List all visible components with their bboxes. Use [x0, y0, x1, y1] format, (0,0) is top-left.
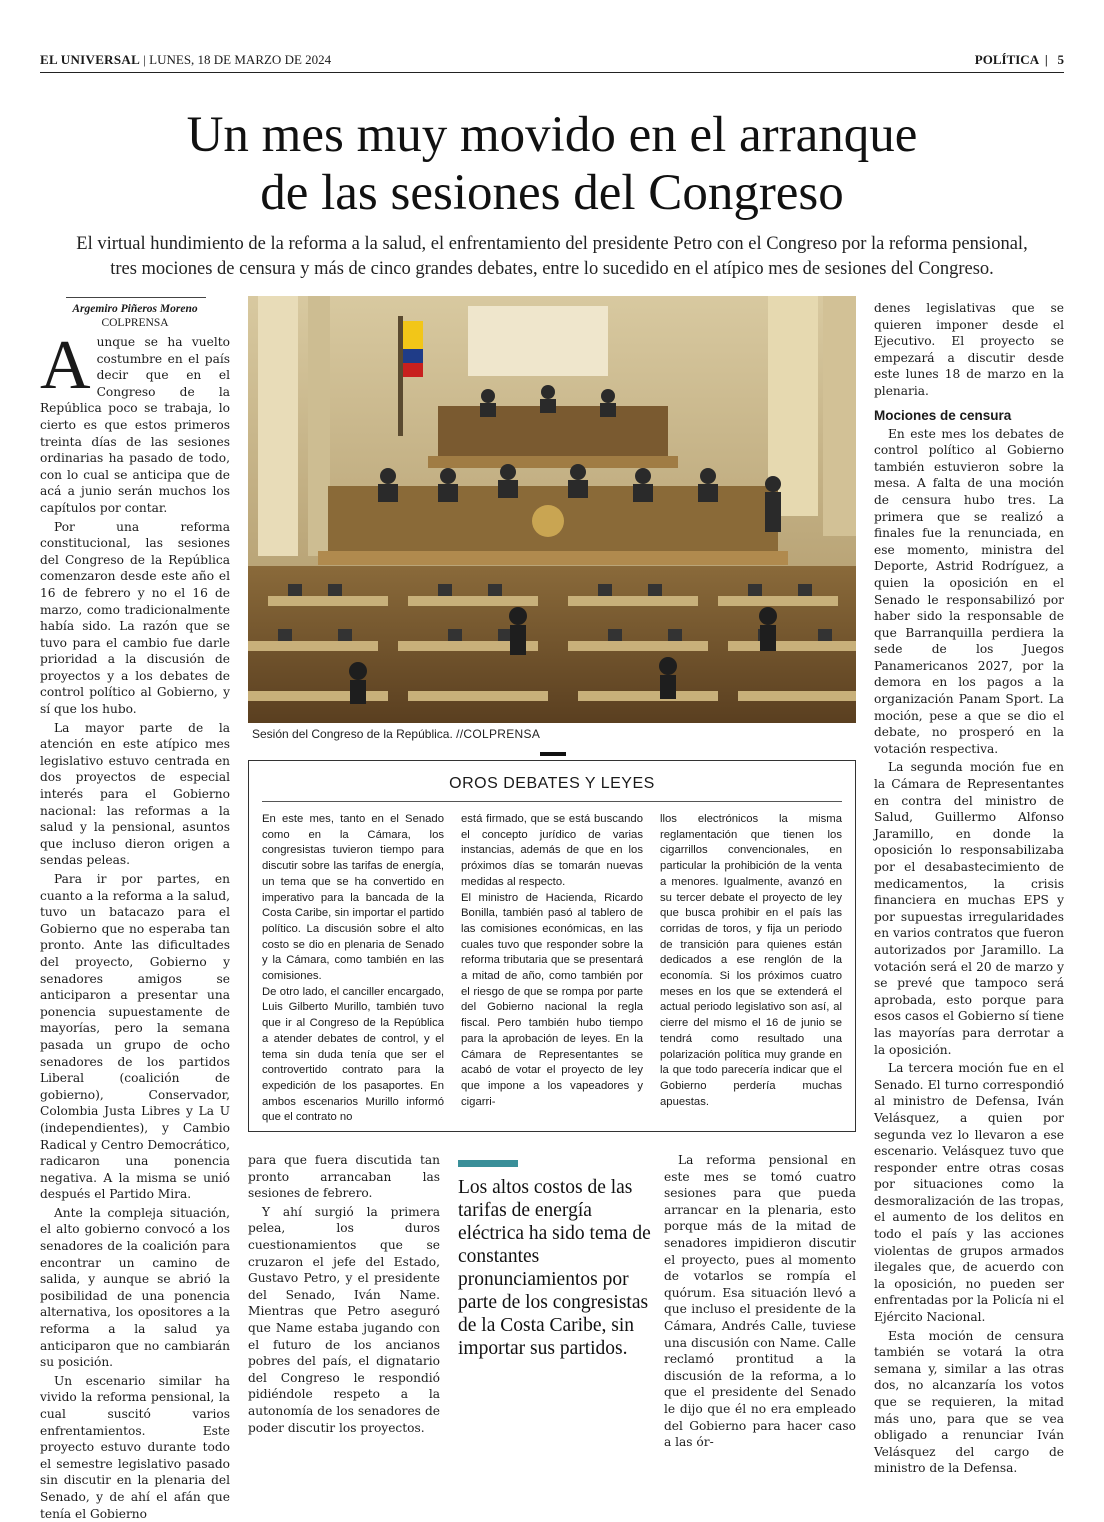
issue-date: LUNES, 18 DE MARZO DE 2024 — [149, 52, 332, 67]
article-column-2 — [248, 1152, 440, 1435]
sidebar-paragraph: está firmado, que se está buscando el concepto jurídico de varias instancias, además de que en los próximos días se tomarán nuevas medidas al respecto. — [461, 813, 643, 888]
newspaper-name: EL UNIVERSAL — [40, 52, 141, 67]
article-paragraph: La segunda moción fue en la Cámara de Representantes en contra del ministro de Salud, Guillermo Alfonso Jaramillo, en donde la oposición lo responsabilizaba por el desabastecimiento de medicamentos, la crisis financiera en muchas EPS y por supuestas irregularidades en varios contratos que fueron autorizados por Jaramillo. La votación será el 20 de marzo y se prevé que tampoco será aprobada, esto porque para esos casos el Gobierno sí tiene las mayorías para derrotar a la oposición. — [874, 760, 1064, 1057]
article-column-4 — [664, 1152, 856, 1452]
drop-cap: A — [40, 327, 91, 404]
sidebar-column-2 — [461, 812, 643, 1110]
sidebar-column-3 — [660, 812, 842, 1110]
sidebar-paragraph: El ministro de Hacienda, Ricardo Bonilla, también pasó al tablero de las comisiones económicas, en las cuales tuvo que responder sobre la reforma tributaria que se presentará a mitad de año, como también por el riesgo de que se rompa por parte del Gobierno nacional la regla fiscal. Pero también hubo tiempo para la aprobación de leyes. En la Cámara de Representantes se acabó de votar el proyecto de ley que impone a los vapeadores y cigarri- — [461, 891, 643, 1108]
headline — [40, 106, 1064, 222]
deck-line-2: tres mociones de censura y más de cinco grandes debates, entre lo sucedido en el atípico mes de sesiones del Congreso. — [110, 259, 994, 279]
section-name: POLÍTICA — [974, 52, 1039, 67]
article-paragraph: La mayor parte de la atención en este atípico mes legislativo estuvo centrada en dos proyectos de especial interés para el Gobierno nacional: las reformas a la salud y la pensional, asuntos que incluso dieron origen a sendas peleas. — [40, 720, 230, 868]
article-column-1 — [40, 327, 230, 1521]
article-paragraph: Y ahí surgió la primera pelea, los duros cuestionamientos que se cruzaron el jefe del Estado, Gustavo Petro, y el presidente del Senado, Iván Name. Mientras que Petro aseguró que Name estaba jugando con el futuro de los ancianos pobres del país, el dignatario del Congreso le respondió pidiéndole respeto a la autonomía de los senadores de poder discutir los proyectos. — [248, 1204, 440, 1435]
author-agency: COLPRENSA — [101, 317, 169, 329]
section-subhead: Mociones de censura — [874, 407, 1012, 423]
headline-line-1: Un mes muy movido en el arranque — [186, 107, 918, 163]
article-paragraph: Para ir por partes, en cuanto a la reforma a la salud, tuvo un batacazo para el Gobierno que no esperaba tan pronto. Ante las dificultades del proyecto, Gobierno y senadores amigos se anticiparon a presentar una ponencia supuestamente de mayorías, pero la semana pasada un grupo de ocho senadores de los partidos Liberal (coalición de gobierno), Conservador, Colombia Justa Libres y La U (independientes), y Cambio Radical y Centro Democrático, radicaron una ponencia negativa. A la misma se unió después el Partido Mira. — [40, 872, 230, 1202]
header-rule — [40, 72, 1064, 73]
caption-bar — [540, 752, 566, 756]
pullquote: Los altos costos de las tarifas de energía eléctrica ha sido tema de constantes pronunciamientos por parte de los congresistas de la Costa Caribe, sin importar sus partidos. — [458, 1177, 651, 1359]
headline-line-2: de las sesiones del Congreso — [260, 165, 844, 221]
article-paragraph: Por una reforma constitucional, las sesiones del Congreso de la República comenzaron desde este año el 16 de febrero y no el 16 de marzo, como tradicionalmente había sido. La razón que se tuvo para el cambio fue darle prioridad a la discusión de proyectos y a los debates de control político al Gobierno, y sí que los hubo. — [40, 519, 230, 717]
article-paragraph: denes legislativas que se quieren imponer desde el Ejecutivo. El proyecto se empezará a discutir desde este lunes 18 de marzo en la plenaria. — [874, 301, 1064, 398]
photo-caption — [252, 727, 852, 741]
sidebar-column-1 — [262, 812, 444, 1126]
page-header: EL UNIVERSAL | LUNES, 18 DE MARZO DE 2024 POLÍTICA | 5 — [40, 52, 1064, 67]
byline-rule — [66, 297, 206, 298]
article-paragraph: Ante la compleja situación, el alto gobierno convocó a los senadores de la coalición para encontrar un camino de salida, y aunque se abrió la posibilidad de una ponencia alternativa, los opositores a la reforma a la salud ya anticiparon que no cambiarán su posición. — [40, 1205, 230, 1370]
photo-illustration — [248, 296, 856, 723]
article-paragraph: Esta moción de censura también se votará la otra semana y, similar a las otras dos, no alcanzaría los votos que se requieren, la mitad más uno, para que se vea obligado a renunciar Iván Velásquez del cargo de ministro de la Defensa. — [874, 1328, 1064, 1476]
article-paragraph: para que fuera discutida tan pronto arrancaban las sesiones de febrero. — [248, 1153, 440, 1201]
sidebar-paragraph: De otro lado, el canciller encargado, Luis Gilberto Murillo, también tuvo que ir al Congreso de la República a atender debates de control, y el tema sin duda tenía que ser el controvertido contrato para la expedición de los pasaportes. En ambos escenarios Murillo informó que el contrato no — [262, 985, 444, 1124]
pullquote-bar — [458, 1160, 518, 1167]
deck — [40, 232, 1064, 282]
photo-credit: //COLPRENSA — [456, 727, 541, 741]
sidebar-paragraph: En este mes, tanto en el Senado como en la Cámara, los congresistas tuvieron tiempo para discutir sobre las tarifas de energía, un tema que se ha convertido en imperativo para la bancada de la Costa Caribe, sin importar el partido político. La discusión sobre el alto costo se dio en plenaria de Senado y la Cámara, como también en las comisiones. — [262, 813, 444, 983]
article-paragraph: Aunque se ha vuelto costumbre en el país decir que en el Congreso de la República poco se trabaja, lo cierto es que estos primeros treinta días de las sesiones ordinarias ha pasado de todo, con lo cual se anticipa que de acá a junio serán muchos los capítulos por contar. — [40, 327, 230, 515]
sidebar-title: OROS DEBATES Y LEYES — [449, 775, 655, 792]
caption-text: Sesión del Congreso de la República. — [252, 727, 453, 741]
page-number: 5 — [1057, 52, 1064, 67]
deck-line-1: El virtual hundimiento de la reforma a la salud, el enfrentamiento del presidente Petro con el Congreso por la reforma pensional, — [76, 234, 1028, 254]
article-paragraph: La tercera moción fue en el Senado. El turno correspondió al ministro de Defensa, Iván Velásquez, a quien por segunda vez lo llevaron a ese escenario. Velásquez tuvo que responder entre otras cosas por situaciones como la desmoralización de las tropas, el aumento de los delitos en todo el país y las acciones violentas de grupos armados ilegales que, de acuerdo con la oposición, no pueden ser enfrentadas por la Policía ni el Ejército Nacional. — [874, 1061, 1064, 1325]
article-paragraph: Un escenario similar ha vivido la reforma pensional, la cual suscitó varios enfrentamientos. Este proyecto estuvo durante todo el semestre legislativo pasado sin discutir en la plenaria del Senado, y de ahí el afán que tenía el Gobierno — [40, 1373, 230, 1521]
article-paragraph: En este mes los debates de control político al Gobierno también estuvieron sobre la mesa. A falta de una moción de censura hubo tres. La primera que se realizó a finales fue la renunciada, en ese momento, ministra del Deporte, Astrid Rodríguez, a quien la oposición en el Senado le responsabilizó por haber sido la responsable de que Barranquilla perdiera la sede de los Juegos Panamericanos 2027, por la demora en los pagos a la organización Panam Sport. La moción, pese a que se dio el debate, no prosperó en la votación respectiva. — [874, 426, 1064, 756]
byline — [40, 302, 230, 330]
author-name: Argemiro Piñeros Moreno — [72, 303, 198, 315]
congress-session-photo — [248, 296, 856, 723]
article-column-5 — [874, 300, 1064, 1476]
sidebar-title-rule — [262, 801, 842, 802]
sidebar-paragraph: llos electrónicos la misma reglamentación que tienen los cigarrillos convencionales, en particular la prohibición de la venta a menores. Igualmente, avanzó en su tercer debate el proyecto de ley que busca prohibir en el país las corridas de toros, y fija un periodo de transición para quienes están dedicados a ese renglón de la economía. Si los próximos cuatro meses en los que se extenderá el actual periodo legislativo son así, al cierre del mismo el 16 de junio se tendrá como resultado una polarización política muy grande en la que todo parecería indicar que el Gobierno perdería muchas apuestas. — [660, 813, 842, 1108]
article-paragraph: La reforma pensional en este mes se tomó cuatro sesiones para que pueda arrancar en la plenaria, esto porque más de la mitad de senadores impidieron discutir el proyecto, pues al momento de votarlos se rompía el quórum. Esa situación llevó a que incluso el presidente de la Cámara, Andrés Calle, tuviese una discusión con Name. Calle reclamó prontitud a la discusión de la reforma, a lo que el presidente del Senado le dijo que él no era empleado del Gobierno para hacer caso a las ór- — [664, 1153, 856, 1450]
